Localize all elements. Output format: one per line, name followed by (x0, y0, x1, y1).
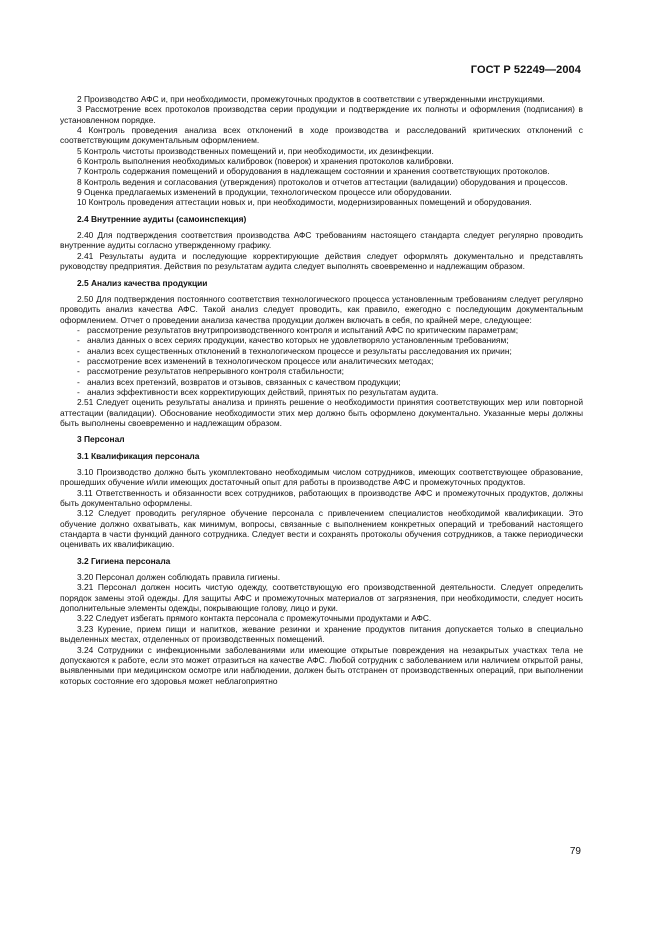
paragraph: 8 Контроль ведения и согласования (утверждения) протоколов и отчетов аттестации (валидации) оборудования и процессов. (77, 176, 568, 187)
paragraph: 7 Контроль содержания помещений и оборудования в надлежащем состоянии и хранения соответствующих протоколов. (77, 166, 550, 177)
paragraph: 2.40 Для подтверждения соответствия производства АФС требованиям настоящего стандарта следует регулярно проводить внутренние аудиты согласно утвержденному графику. (60, 230, 583, 251)
paragraph: 9 Оценка предлагаемых изменений в продукции, технологическом процессе или оборудовании. (77, 187, 452, 198)
list-item-text: - рассмотрение результатов непрерывного контроля стабильности; (87, 366, 345, 377)
paragraph: 2 Производство АФС и, при необходимости, промежуточных продуктов в соответствии с утвержденными инструкциями. (77, 94, 545, 104)
paragraph: 6 Контроль выполнения необходимых калибровок (поверок) и хранения протоколов калибровки. (77, 156, 454, 167)
paragraph: 2.51 Следует оценить результаты анализа и принять решение о необходимости принятия соответствующих мер или повторной аттестации (валидации). Обоснование необходимости этих мер должно быть оформлено документально. Указанные меры должны быть выполнены своевременно и надлежащим образом. (60, 397, 583, 428)
list-item (60, 387, 583, 397)
section-heading: 2.4 Внутренние аудиты (самоинспекция) (77, 213, 247, 224)
paragraph: 3.24 Сотрудники с инфекционными заболеваниями или имеющие открытые повреждения на незакрытых участках тела не допускаются к работе, если это может отразиться на качестве АФС. Любой сотрудник с заболеванием или наличием открытой раны, выявленными при медицинском осмотре или наблюдении, должен быть отстранен от производственных операций, при выполнении которых состояние его здоровья может неблагоприятно (60, 644, 583, 686)
list-item (60, 377, 583, 387)
paragraph: 2.41 Результаты аудита и последующие корректирующие действия следует оформлять документально и представлять руководству предприятия. Действия по результатам аудита следует выполнять своевременно и надлежащим образом. (60, 250, 583, 272)
list-item-text: - анализ всех существенных отклонений в технологическом процессе и результаты расследования их причин; (87, 345, 512, 356)
paragraph: 5 Контроль чистоты производственных помещений и, при необходимости, их дезинфекции. (77, 145, 434, 156)
section-heading: 3 Персонал (77, 434, 125, 445)
paragraph: 4 Контроль проведения анализа всех отклонений в ходе производства и расследований критических отклонений с соответствующим документальным оформлением. (60, 125, 583, 146)
paragraph: 10 Контроль проведения аттестации новых и, при необходимости, модернизированных помещений и оборудования. (77, 197, 532, 208)
list-item (60, 325, 583, 335)
paragraph: 3.21 Персонал должен носить чистую одежду, соответствующую его производственной деятельности. Следует определить порядок замены этой одежды. Для защиты АФС и промежуточных материалов от загрязнения, при необходимости, следует носить дополнительные элементы одежды, покрывающие голову, лицо и руки. (60, 582, 583, 614)
paragraph: 3.23 Курение, прием пищи и напитков, жевание резинки и хранение продуктов питания допускается только в специально выделенных местах, отделенных от производственных помещений. (60, 623, 583, 645)
section-heading: 2.5 Анализ качества продукции (77, 277, 208, 288)
list-item (60, 356, 583, 366)
list-item-text: - анализ эффективности всех корректирующих действий, принятых по результатам аудита. (87, 386, 439, 397)
page-number: 79 (569, 846, 581, 857)
section-heading: 3.1 Квалификация персонала (77, 450, 200, 461)
list-item (60, 346, 583, 356)
paragraph: 3.12 Следует проводить регулярное обучение персонала с привлечением специалистов необходимой квалификации. Это обучение должно охватывать, как минимум, вопросы, связанные с выполнением конкретных операций и требований настоящего стандарта в части функций данного сотрудника. Следует вести и сохранять протоколы обучения сотрудников, а также периодически оценивать их квалификацию. (60, 508, 583, 550)
paragraph: 3 Рассмотрение всех протоколов производства серии продукции и подтверждение их полноты и оформления (подписания) в установленном порядке. (60, 104, 583, 125)
list-item-text: - рассмотрение всех изменений в технологическом процессе или аналитических методах; (87, 355, 434, 366)
paragraph: 3.22 Следует избегать прямого контакта персонала с промежуточными продуктами и АФС. (77, 613, 432, 624)
paragraph: 3.10 Производство должно быть укомплектовано необходимым числом сотрудников, имеющих соответствующее образование, прошедших обучение и/или имеющих достаточный опыт для работы в производстве АФС и промежуточных продуктов. (60, 467, 583, 488)
paragraph: 3.20 Персонал должен соблюдать правила гигиены. (77, 572, 281, 583)
document-id: ГОСТ Р 52249—2004 (470, 64, 581, 76)
list-item-text: - анализ всех претензий, возвратов и отзывов, связанных с качеством продукции; (87, 376, 401, 387)
list-item-text: - рассмотрение результатов внутрипроизводственного контроля и испытаний АФС по критическим параметрам; (87, 324, 519, 335)
list-item-text: - анализ данных о всех сериях продукции, качество которых не удовлетворяло установленным требованиям; (87, 335, 509, 346)
section-heading: 3.2 Гигиена персонала (77, 555, 171, 566)
paragraph: 2.50 Для подтверждения постоянного соответствия технологического процесса установленным требованиям следует регулярно проводить анализ качества АФС. Такой анализ следует проводить, как правило, ежегодно с последующим документальным оформлением. Отчет о проведении анализа качества продукции должен включать в себя, по крайней мере, следующее: (60, 293, 583, 325)
document-body (60, 94, 583, 686)
list-item (60, 335, 583, 345)
list-item (60, 366, 583, 376)
paragraph: 3.11 Ответственность и обязанности всех сотрудников, работающих в производстве АФС и промежуточных продуктов, должны быть документально оформлены. (60, 487, 583, 509)
